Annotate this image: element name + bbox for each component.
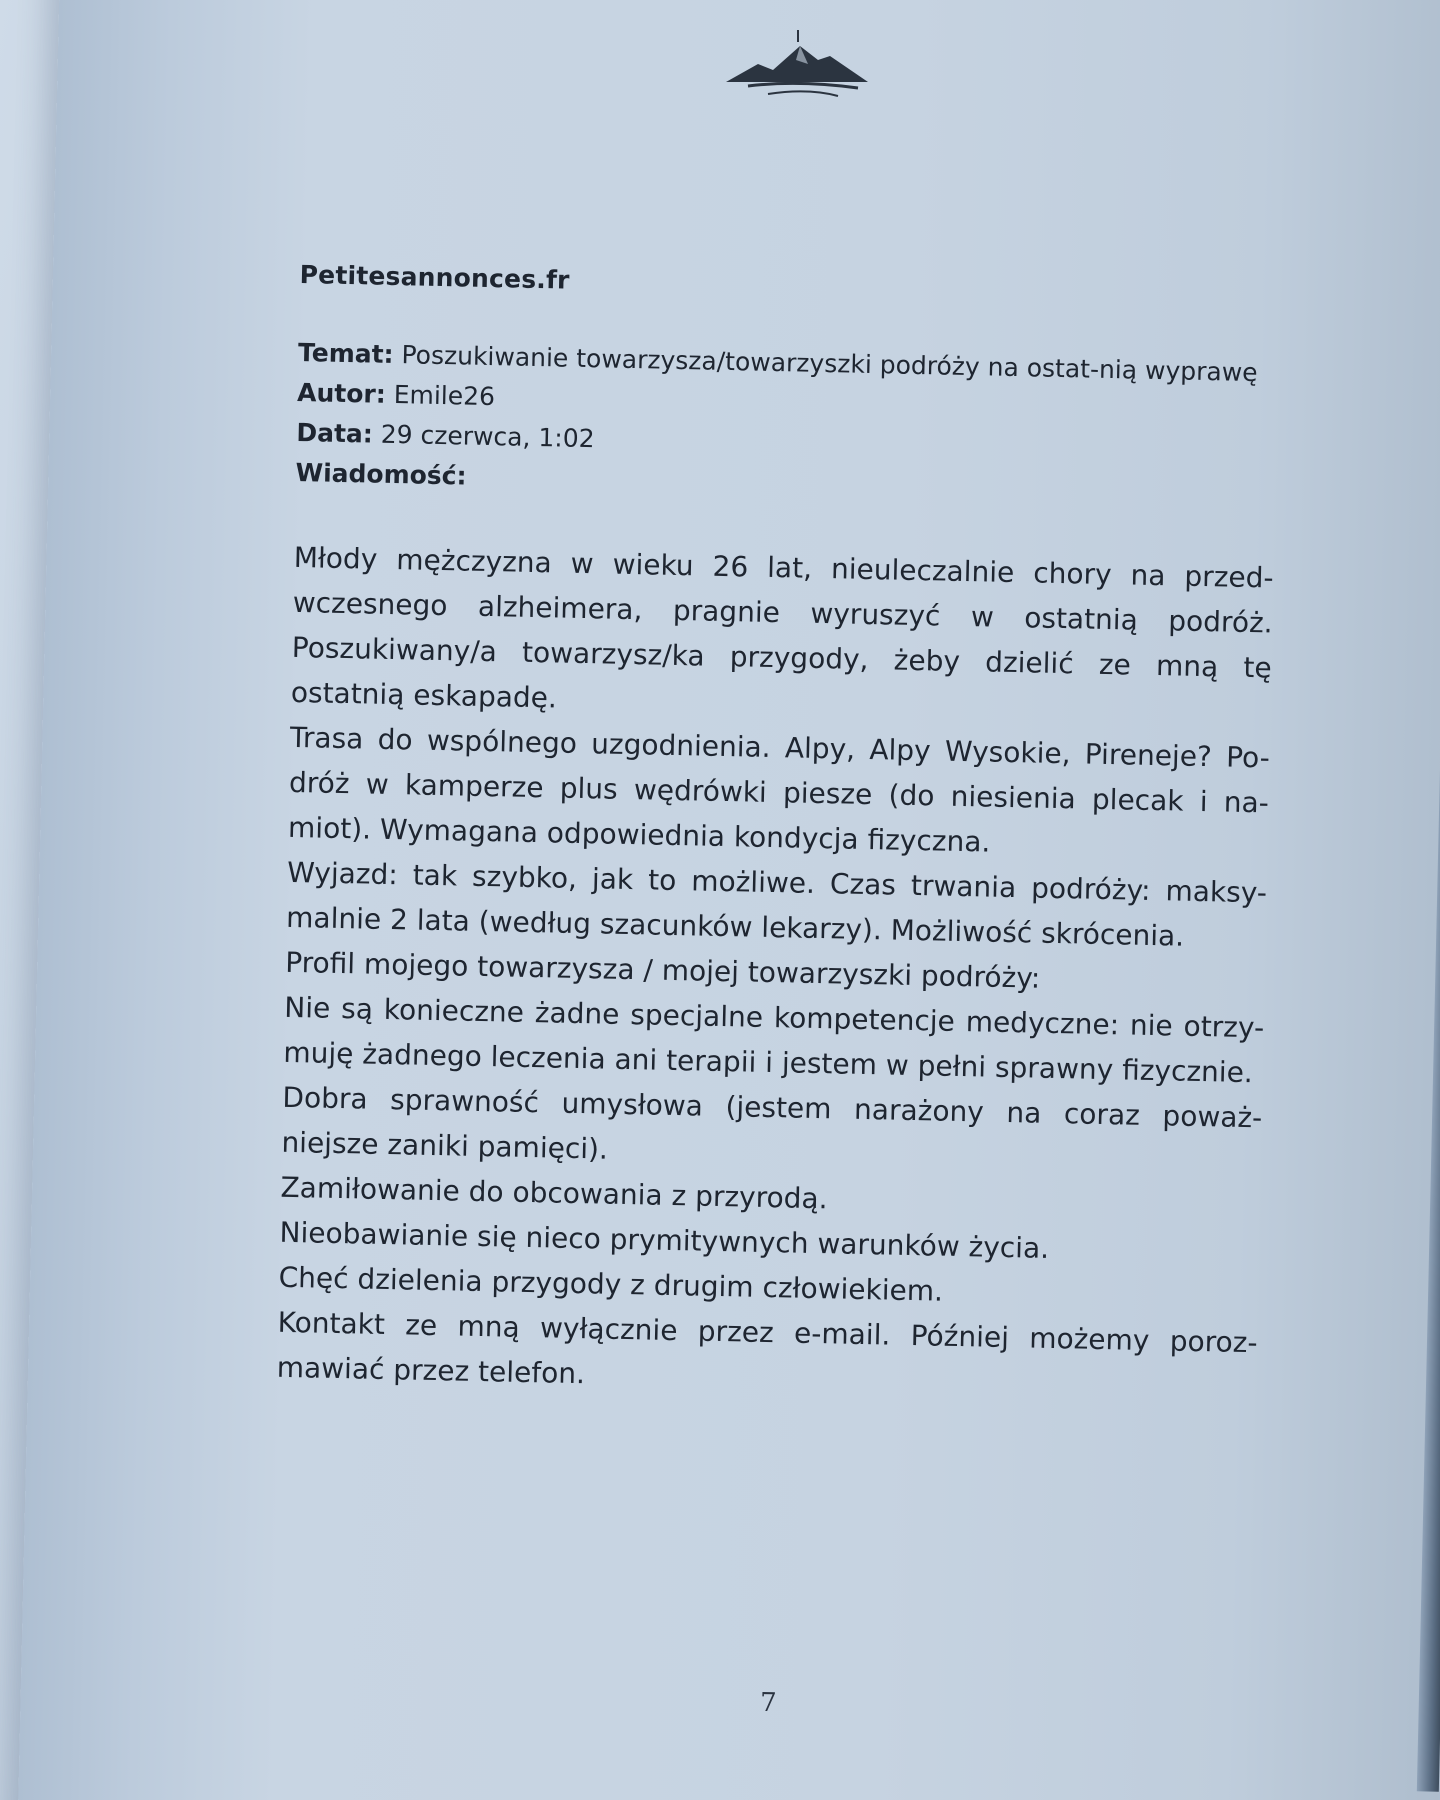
- paragraph: Profil mojego towarzysza / mojej towarzyszki podróży:: [284, 945, 1041, 995]
- paragraph: Kontakt ze mną wyłącznie przez e-mail. Później możemy poroz-mawiać przez telefon.: [276, 1305, 1258, 1391]
- paragraph: Zamiłowanie do obcowania z przyrodą.: [280, 1170, 828, 1216]
- subject-label: Temat:: [297, 337, 394, 369]
- mountain-icon: [718, 30, 878, 110]
- paragraph: Wyjazd: tak szybko, jak to możliwe. Czas trwania podróży: maksy-malnie 2 lata (według szacunków lekarzy). Możliwość skrócenia.: [285, 855, 1268, 953]
- date-label: Data:: [296, 417, 374, 449]
- message-content: [276, 260, 1279, 1410]
- message-body: [276, 535, 1274, 1410]
- page-number: 7: [759, 1687, 777, 1719]
- paragraph: Młody mężczyzna w wieku 26 lat, nieuleczalnie chory na przed-wczesnego alzheimera, pragnie wyruszyć w ostatnią podróż. Poszukiwany/a towarzysz/ka przygody, żeby dzielić ze mną tę ostatnią eskapadę.: [290, 540, 1274, 715]
- paragraph: Nie są konieczne żadne specjalne kompetencje medyczne: nie otrzy-muję żadnego leczenia ani terapii i jestem w pełni sprawny fizycznie.: [283, 990, 1265, 1090]
- date-value: 29 czerwca, 1:02: [380, 419, 595, 454]
- book-edge: [1417, 0, 1440, 1792]
- subject-value: Poszukiwanie towarzysza/towarzyszki podróży na ostat-nią wyprawę: [401, 340, 1258, 388]
- paragraph: Nieobawianie się nieco prymitywnych warunków życia.: [279, 1215, 1050, 1265]
- paragraph: Dobra sprawność umysłowa (jestem narażony na coraz poważ-niejsze zaniki pamięci).: [281, 1080, 1263, 1166]
- site-title: Petitesannonces.fr: [299, 260, 570, 295]
- paragraph: Trasa do wspólnego uzgodnienia. Alpy, Alpy Wysokie, Pireneje? Po-dróż w kamperze plus wędrówki piesze (do niesienia plecak i na-miot). Wymagana odpowiednia kondycja fizyczna.: [287, 720, 1271, 859]
- author-value: Emile26: [393, 379, 496, 412]
- message-label: Wiadomość:: [295, 457, 467, 491]
- message-meta: [295, 333, 1278, 513]
- paragraph: Chęć dzielenia przygody z drugim człowiekiem.: [278, 1260, 944, 1308]
- author-label: Autor:: [296, 377, 387, 409]
